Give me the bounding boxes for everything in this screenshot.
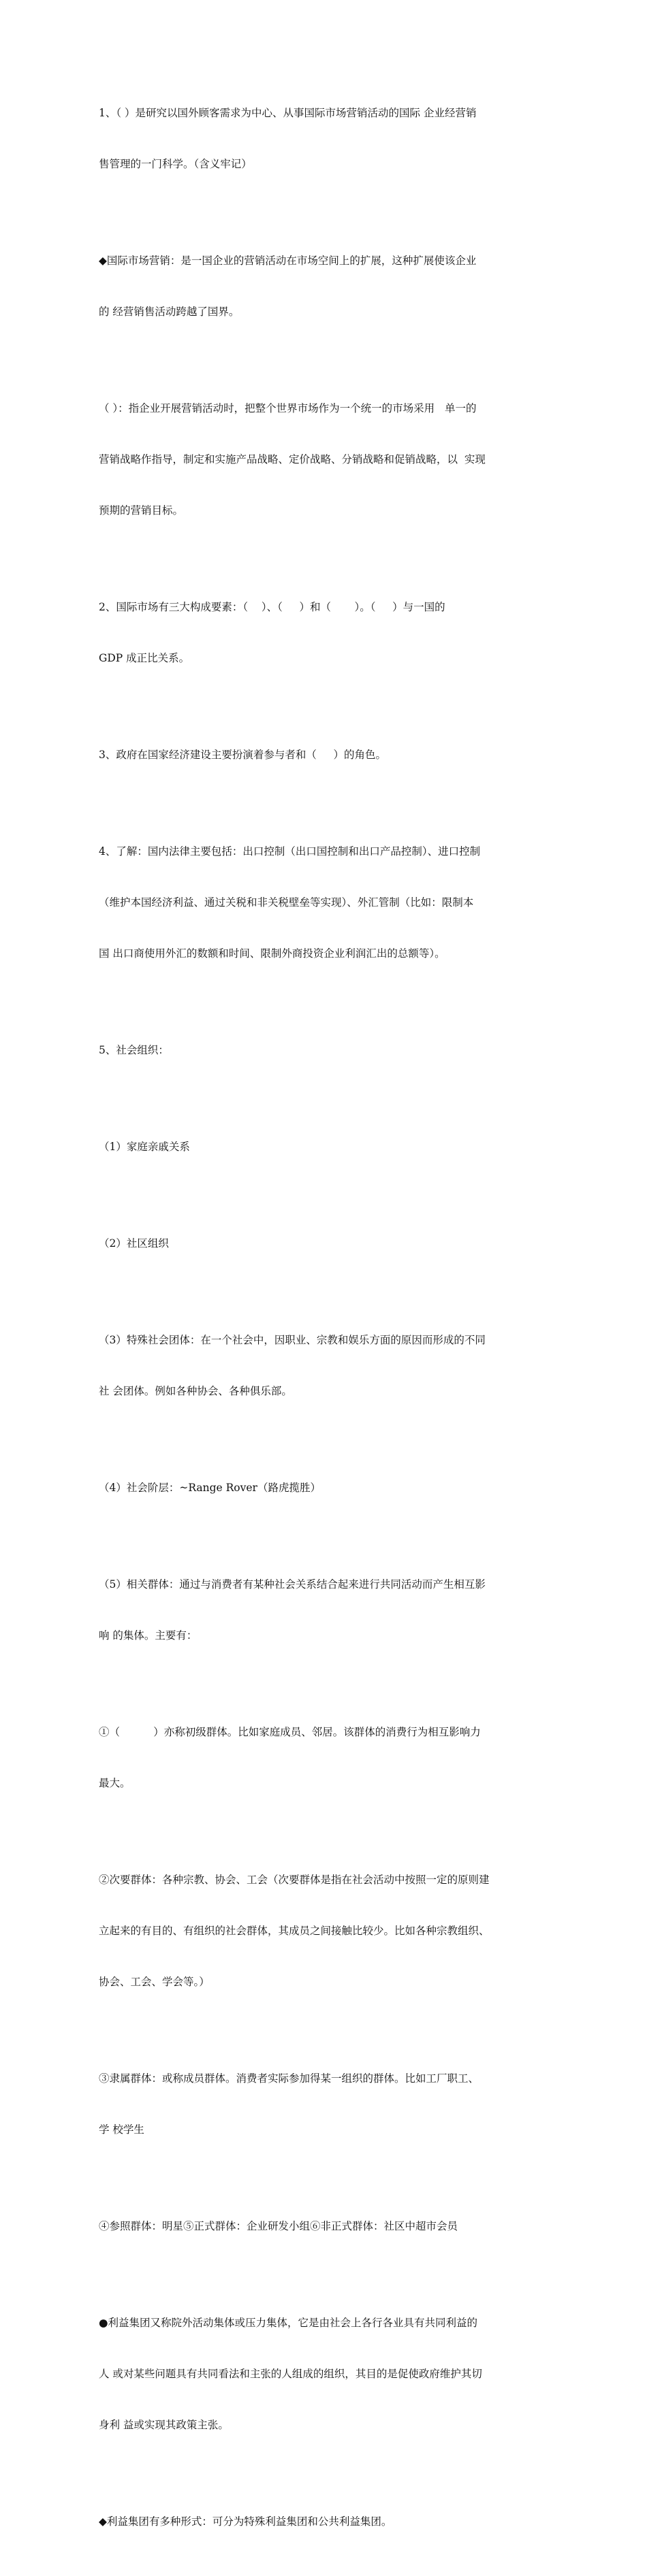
paragraph-17 <box>99 2281 548 2468</box>
text-line: 立起来的有目的、有组织的社会群体，其成员之间接触比较少。比如各种宗教组织、 <box>99 1925 490 1937</box>
paragraph-2 <box>99 218 548 355</box>
paragraph-5 <box>99 713 548 798</box>
text-line: （ ）：指企业开展营销活动时，把整个世界市场作为一个统一的市场采用 单一的 <box>99 402 477 414</box>
text-line: 国 出口商使用外汇的数额和时间、限制外商投资企业利润汇出的总额等）。 <box>99 947 445 960</box>
paragraph-13 <box>99 1690 548 1826</box>
text-line: 营销战略作指导，制定和实施产品战略、定价战略、分销战略和促销战略，以 实现 <box>99 453 486 466</box>
text-line: 售管理的一门科学。（含义牢记） <box>99 158 252 170</box>
text-line: 4、了解：国内法律主要包括：出口控制（出口国控制和出口产品控制）、进口控制 <box>99 845 481 858</box>
text-line: （5）相关群体：通过与消费者有某种社会关系结合起来进行共同活动而产生相互影 <box>99 1578 486 1591</box>
text-line: ①（ ）亦称初级群体。比如家庭成员、邻居。该群体的消费行为相互影响力 <box>99 1726 481 1738</box>
text-line: （2）社区组织 <box>99 1237 169 1250</box>
paragraph-18 <box>99 2479 548 2564</box>
text-line: 2、国际市场有三大构成要素：（ ）、（ ）和（ ）。（ ）与一国的 <box>99 601 445 613</box>
paragraph-6 <box>99 809 548 996</box>
text-line: 最大。 <box>99 1777 131 1789</box>
text-line: ●利益集团又称院外活动集体或压力集体，它是由社会上各行各业具有共同利益的 <box>99 2317 478 2329</box>
text-line: 1、（ ）是研究以国外顾客需求为中心、从事国际市场营销活动的国际 企业经营销 <box>99 107 477 119</box>
text-line: （3）特殊社会团体：在一个社会中，因职业、宗教和娱乐方面的原因而形成的不同 <box>99 1334 486 1346</box>
paragraph-11 <box>99 1446 548 1531</box>
paragraph-15 <box>99 2036 548 2172</box>
text-line: ②次要群体：各种宗教、协会、工会（次要群体是指在社会活动中按照一定的原则建 <box>99 1874 490 1886</box>
document-body <box>99 71 548 2576</box>
paragraph-4 <box>99 565 548 701</box>
text-line: 身利 益或实现其政策主张。 <box>99 2419 229 2431</box>
paragraph-10 <box>99 1298 548 1434</box>
paragraph-16 <box>99 2184 548 2269</box>
text-line: 人 或对某些问题具有共同看法和主张的人组成的组织，其目的是促使政府维护其切 <box>99 2368 482 2380</box>
paragraph-8 <box>99 1105 548 1190</box>
text-line: GDP 成正比关系。 <box>99 652 190 664</box>
text-line: （1）家庭亲戚关系 <box>99 1141 190 1153</box>
paragraph-3 <box>99 366 548 553</box>
text-line: 3、政府在国家经济建设主要扮演着参与者和（ ）的角色。 <box>99 749 386 761</box>
paragraph-12 <box>99 1542 548 1678</box>
text-line: 协会、工会、学会等。） <box>99 1976 210 1988</box>
text-line: ◆利益集团有多种形式：可分为特殊利益集团和公共利益集团。 <box>99 2515 392 2528</box>
paragraph-9 <box>99 1201 548 1286</box>
text-line: 学 校学生 <box>99 2123 144 2136</box>
text-line: ◆国际市场营销：是一国企业的营销活动在市场空间上的扩展，这种扩展使该企业 <box>99 255 477 267</box>
text-line: ③隶属群体：或称成员群体。消费者实际参加得某一组织的群体。比如工厂职工、 <box>99 2072 479 2085</box>
text-line: （4）社会阶层：~Range Rover（路虎揽胜） <box>99 1482 321 1494</box>
text-line: 社 会团体。例如各种协会、各种俱乐部。 <box>99 1385 292 1397</box>
text-line: 响 的集体。主要有： <box>99 1629 198 1642</box>
text-line: （维护本国经济利益、通过关税和非关税壁垒等实现）、外汇管制（比如：限制本 <box>99 896 474 909</box>
paragraph-14 <box>99 1838 548 2025</box>
paragraph-7 <box>99 1008 548 1093</box>
text-line: 预期的营销目标。 <box>99 504 184 517</box>
text-line: 的 经营销售活动跨越了国界。 <box>99 306 240 318</box>
text-line: ④参照群体：明星⑤正式群体：企业研发小组⑥非正式群体：社区中超市会员 <box>99 2220 458 2232</box>
text-line: 5、社会组织： <box>99 1044 169 1056</box>
paragraph-1 <box>99 71 548 207</box>
